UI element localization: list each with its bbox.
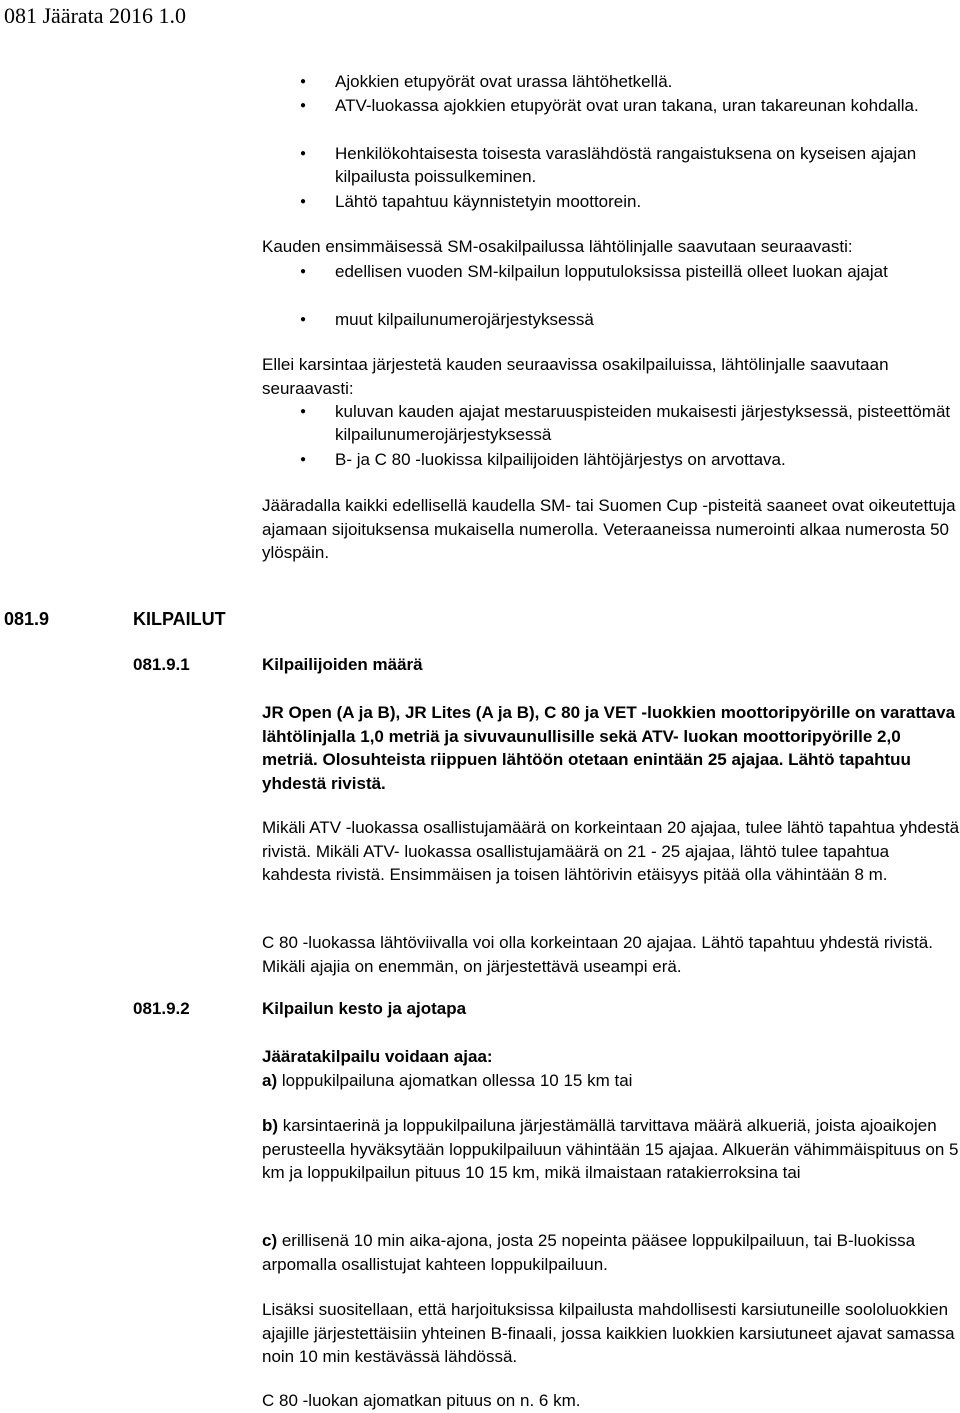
list-item: ● Lähtö tapahtuu käynnistetyin moottorein.	[335, 190, 960, 213]
option-c	[262, 1229, 960, 1276]
document-header: 081 Jäärata 2016 1.0	[4, 3, 187, 28]
option-label: c)	[262, 1231, 278, 1250]
option-a	[262, 1069, 960, 1093]
list-item: ● edellisen vuoden SM-kilpailun lopputuloksissa pisteillä olleet luokan ajajat	[335, 260, 960, 283]
option-label: b)	[262, 1116, 279, 1135]
paragraph: Ellei karsintaa järjestetä kauden seuraavissa osakilpailuissa, lähtölinjalle saavutaan seuraavasti:	[262, 355, 889, 398]
paragraph: JR Open (A ja B), JR Lites (A ja B), C 80 ja VET -luokkien moottoripyörille on varattava lähtölinjalla 1,0 metriä ja sivuvaunullisille sekä ATV- luokan moottoripyörille 2,0 metriä. Olosuhteista riippuen lähtöön otetaan enintään 25 ajajaa. Lähtö tapahtuu yhdestä rivistä.	[262, 703, 956, 793]
option-text: loppukilpailuna ajomatkan ollessa 10 15 km tai	[277, 1071, 633, 1090]
paragraph: Jääratakilpailu voidaan ajaa:	[262, 1047, 493, 1066]
option-label: a)	[262, 1071, 278, 1090]
list-item: ● ATV-luokassa ajokkien etupyörät ovat uran takana, uran takareunan kohdalla.	[335, 94, 960, 117]
subsection-title: Kilpailijoiden määrä	[262, 655, 423, 674]
list-item: ● B- ja C 80 -luokissa kilpailijoiden lähtöjärjestys on arvottava.	[335, 448, 960, 471]
paragraph: Mikäli ATV -luokassa osallistujamäärä on korkeintaan 20 ajajaa, tulee lähtö tapahtua yhdestä rivistä. Mikäli ATV- luokassa osallistujamäärä on 21 - 25 ajajaa, lähtö tulee tapahtua kahdesta rivistä. Ensimmäisen ja toisen lähtörivin etäisyys pitää olla vähintään 8 m.	[262, 818, 960, 884]
subsection-title: Kilpailun kesto ja ajotapa	[262, 999, 467, 1018]
list-item: ● kuluvan kauden ajajat mestaruuspisteiden mukaisesti järjestyksessä, pisteettömät kilpailunumerojärjestyksessä	[335, 400, 960, 446]
paragraph: C 80 -luokassa lähtöviivalla voi olla korkeintaan 20 ajajaa. Lähtö tapahtuu yhdestä rivistä. Mikäli ajajia on enemmän, on järjestettävä useampi erä.	[262, 933, 933, 976]
option-text: karsintaerinä ja loppukilpailuna järjestämällä tarvittava määrä alkueriä, joista ajoaikojen perusteella hyväksytään loppukilpailuun vähintään 15 ajajaa. Alkuerän vähimmäispituus on 5 km ja loppukilpailun pituus 10 15 km, mikä ilmaistaan ratakierroksina tai	[262, 1116, 959, 1182]
section-number: 081.9	[4, 609, 50, 629]
subsection-number: 081.9.2	[133, 999, 190, 1018]
paragraph: Kauden ensimmäisessä SM-osakilpailussa lähtölinjalle saavutaan seuraavasti:	[262, 237, 853, 256]
list-item: ● muut kilpailunumerojärjestyksessä	[335, 308, 960, 331]
subsection-number: 081.9.1	[133, 655, 190, 674]
section-title: KILPAILUT	[133, 609, 226, 629]
paragraph: Jääradalla kaikki edellisellä kaudella SM- tai Suomen Cup -pisteitä saaneet ovat oikeutettuja ajamaan sijoituksensa mukaisella numerolla. Veteraaneissa numerointi alkaa numerosta 50 ylöspäin.	[262, 496, 956, 562]
list-item: ● Henkilökohtaisesta toisesta varaslähdöstä rangaistuksena on kyseisen ajajan kilpailusta poissulkeminen.	[335, 142, 960, 188]
paragraph: Lisäksi suositellaan, että harjoituksissa kilpailusta mahdollisesti karsiutuneille soololuokkien ajajille järjestettäisiin yhteinen B-finaali, jossa kaikkien luokkien karsiutuneet ajavat samassa noin 10 min kestävässä lähdössä.	[262, 1300, 955, 1366]
list-item: ● Ajokkien etupyörät ovat urassa lähtöhetkellä.	[335, 70, 960, 93]
option-b	[262, 1114, 960, 1185]
paragraph: C 80 -luokan ajomatkan pituus on n. 6 km.	[262, 1391, 581, 1410]
option-text: erillisenä 10 min aika-ajona, josta 25 nopeinta pääsee loppukilpailuun, tai B-luokissa arpomalla osallistujat kahteen loppukilpailuun.	[262, 1231, 916, 1274]
